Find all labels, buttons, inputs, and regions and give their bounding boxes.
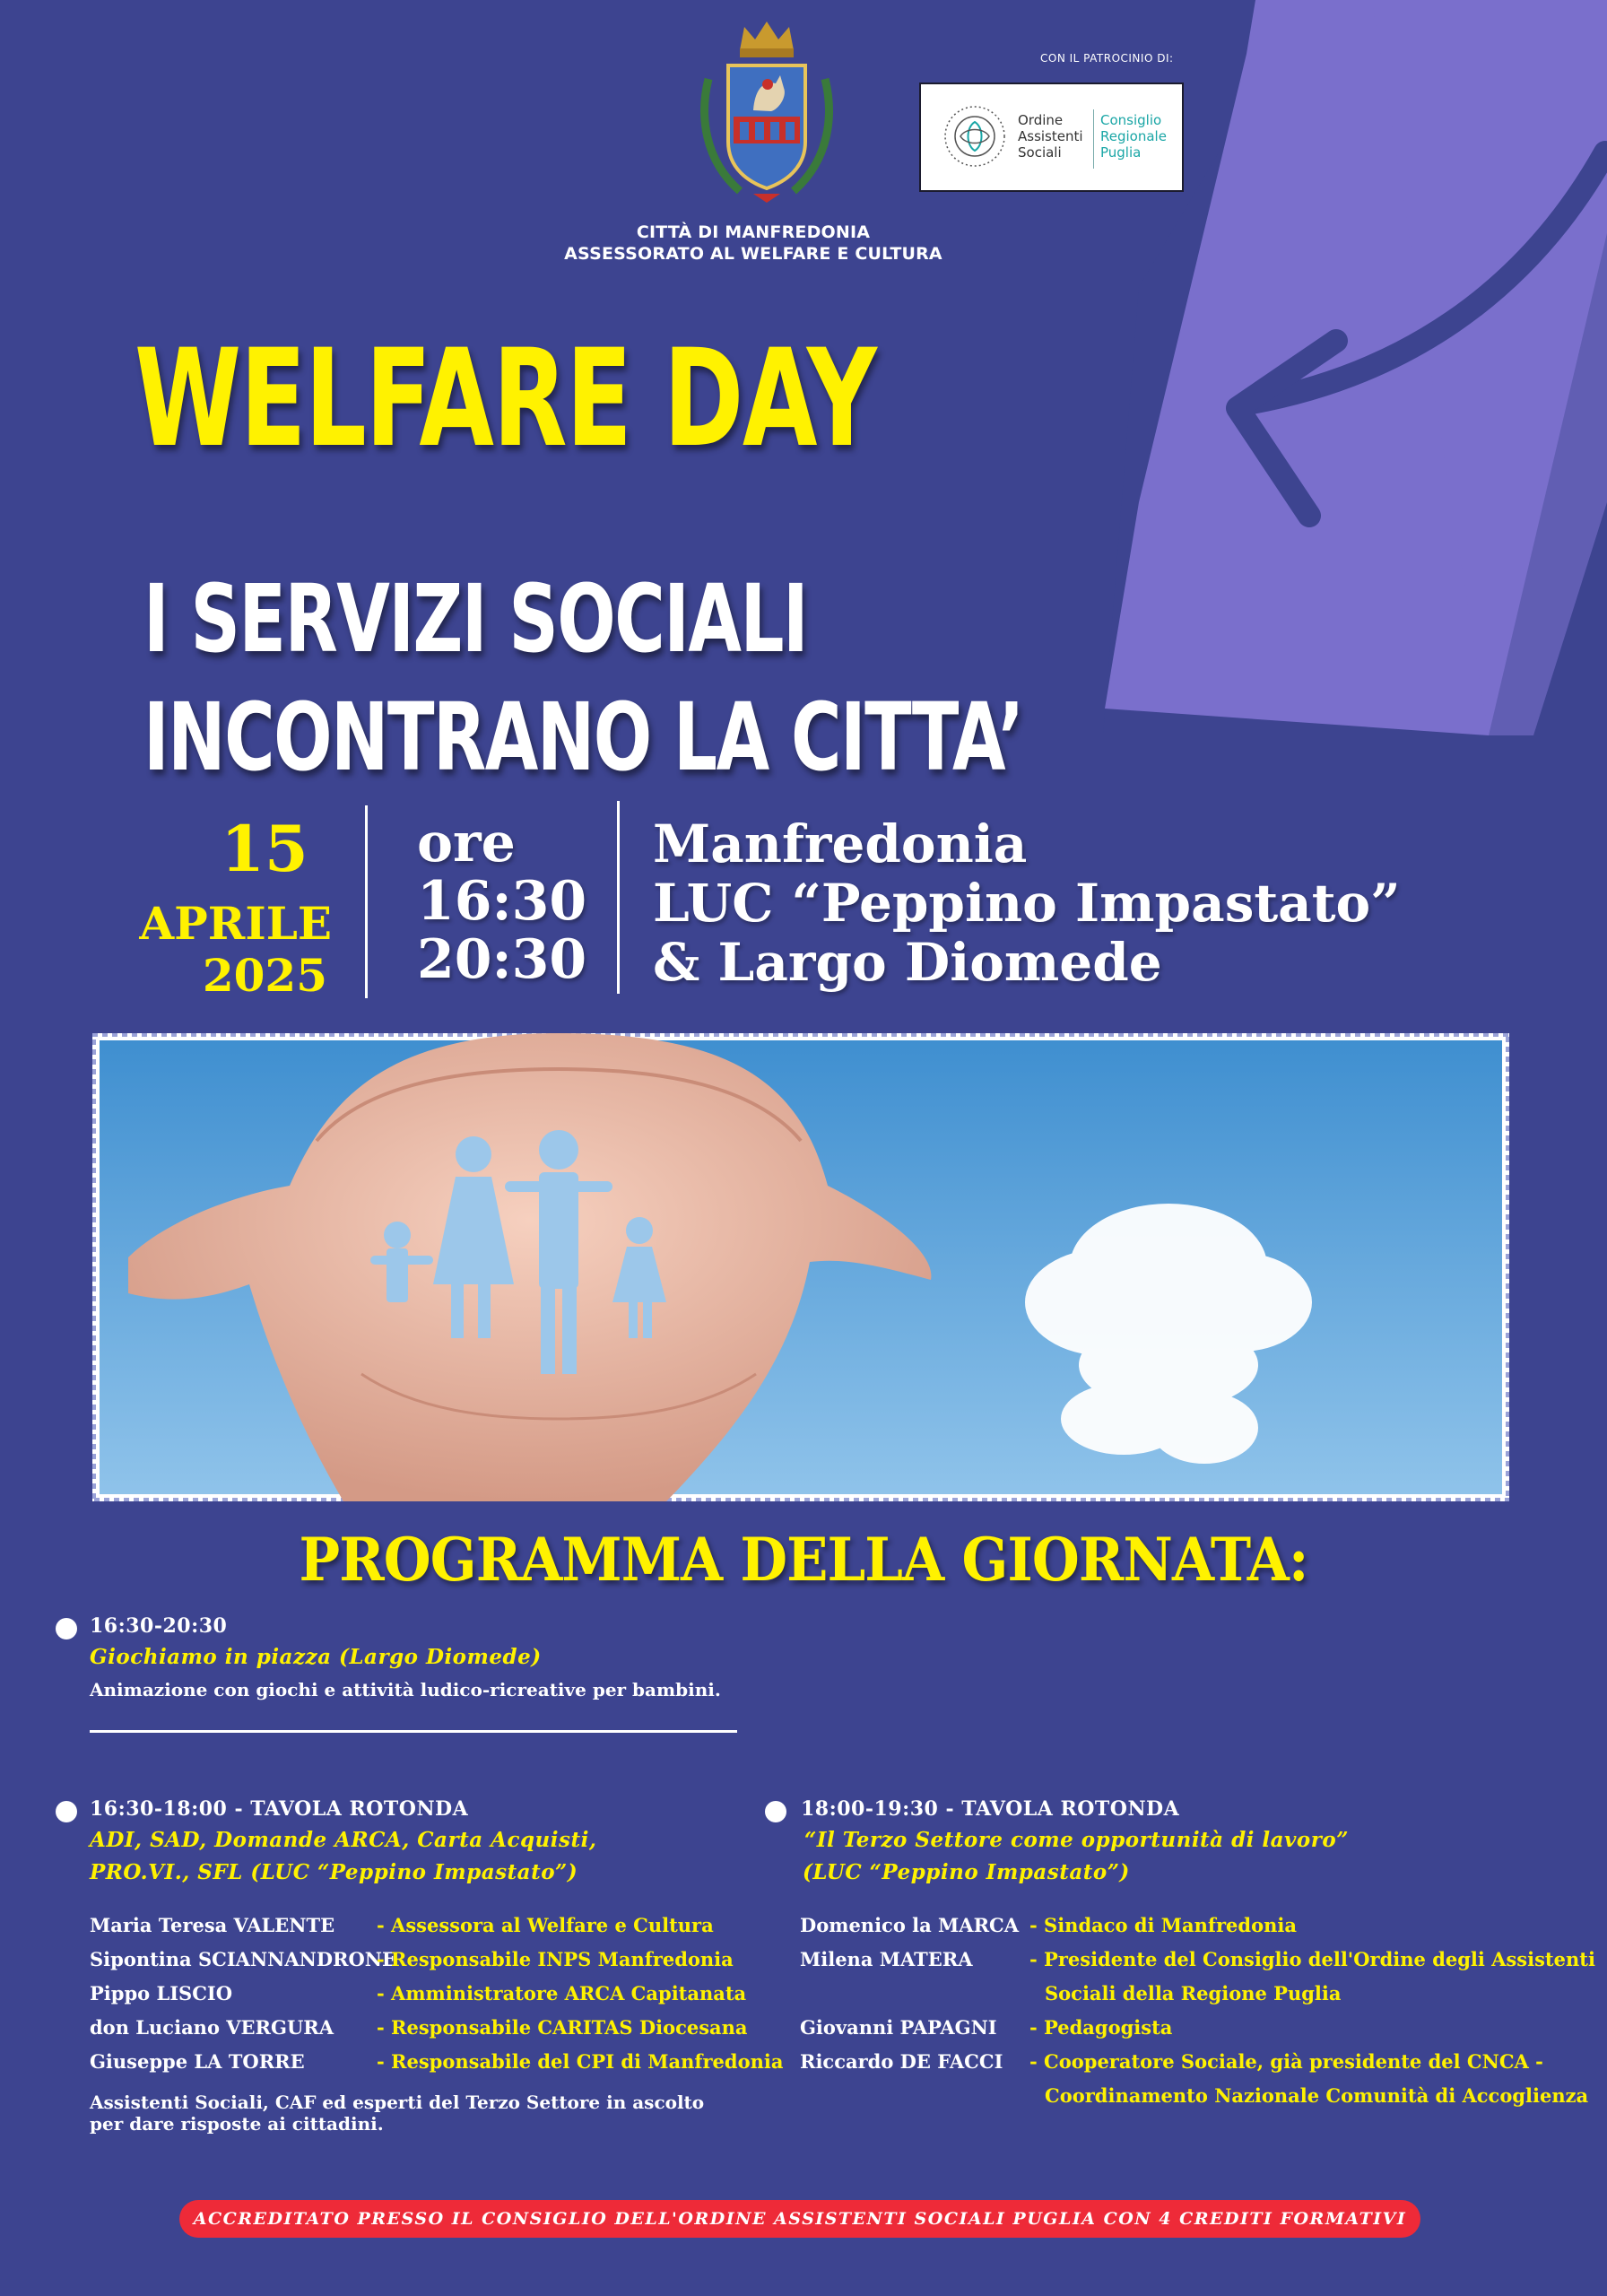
logo-divider <box>1093 109 1094 169</box>
speaker-name: Giuseppe LA TORRE <box>90 2050 305 2073</box>
event-day: 15 <box>221 812 308 886</box>
speaker-name: Giovanni PAPAGNI <box>800 2016 997 2039</box>
speaker-name: Pippo LISCIO <box>90 1982 233 2005</box>
block2-footer-1: Assistenti Sociali, CAF ed esperti del Terzo Settore in ascolto <box>90 2092 705 2113</box>
speaker-role: - Responsabile del CPI di Manfredonia <box>377 2050 784 2073</box>
speaker-name: Maria Teresa VALENTE <box>90 1914 335 1936</box>
speaker-role: - Cooperatore Sociale, già presidente del CNCA - <box>1029 2050 1543 2073</box>
venue-square: & Largo Diomede <box>653 932 1162 993</box>
block2-footer-2: per dare risposte ai cittadini. <box>90 2113 384 2135</box>
bullet <box>765 1801 786 1822</box>
speaker-role-continued: Sociali della Regione Puglia <box>1045 1982 1342 2005</box>
block1-subtitle: Giochiamo in piazza (Largo Diomede) <box>90 1645 542 1669</box>
bullet <box>56 1618 77 1639</box>
speaker-name: Milena MATERA <box>800 1948 973 1970</box>
speaker-role: - Sindaco di Manfredonia <box>1029 1914 1297 1936</box>
department-name: ASSESSORATO AL WELFARE E CULTURA <box>564 244 942 264</box>
block3-subtitle-1: “Il Terzo Settore come opportunità di lavoro” <box>804 1828 1349 1852</box>
order-name: Ordine Assistenti Sociali <box>1018 112 1083 161</box>
block2-subtitle-2: PRO.VI., SFL (LUC “Peppino Impastato”) <box>90 1860 578 1884</box>
subtitle-line-2: INCONTRANO LA CITTA’ <box>143 683 1023 792</box>
patronage-label: CON IL PATROCINIO DI: <box>1040 52 1174 65</box>
city-name: CITTÀ DI MANFREDONIA <box>636 222 871 242</box>
regional-council-name: Consiglio Regionale Puglia <box>1100 112 1167 161</box>
venue-name: LUC “Peppino Impastato” <box>653 873 1401 934</box>
block3-heading: 18:00-19:30 - TAVOLA ROTONDA <box>801 1797 1180 1821</box>
divider-line <box>617 801 620 994</box>
speaker-role: - Responsabile CARITAS Diocesana <box>377 2016 748 2039</box>
subtitle-line-1: I SERVIZI SOCIALI <box>143 564 808 674</box>
hands-family-photo <box>92 1033 1509 1501</box>
block2-subtitle-1: ADI, SAD, Domande ARCA, Carta Acquisti, <box>90 1828 597 1852</box>
event-month: APRILE <box>139 897 332 950</box>
bullet <box>56 1801 77 1822</box>
patronage-logo-box <box>919 83 1184 192</box>
block1-description: Animazione con giochi e attività ludico-ricreative per bambini. <box>90 1679 721 1700</box>
speaker-name: Domenico la MARCA <box>800 1914 1020 1936</box>
speaker-name: don Luciano VERGURA <box>90 2016 334 2039</box>
divider-line <box>365 805 368 998</box>
city-crest-icon <box>691 16 843 209</box>
event-year: 2025 <box>202 949 327 1002</box>
program-title: PROGRAMMA DELLA GIORNATA: <box>299 1525 1308 1595</box>
speaker-role: - Pedagogista <box>1029 2016 1173 2039</box>
order-social-workers-logo-icon <box>942 104 1007 169</box>
time-label: ore <box>417 812 516 874</box>
block3-subtitle-2: (LUC “Peppino Impastato”) <box>803 1860 1130 1884</box>
speaker-name: Riccardo DE FACCI <box>800 2050 1003 2073</box>
speaker-role: - Amministratore ARCA Capitanata <box>377 1982 747 2005</box>
speaker-role: - Presidente del Consiglio dell'Ordine degli Assistenti <box>1029 1948 1595 1970</box>
main-title: WELFARE DAY <box>135 321 876 477</box>
accreditation-banner: ACCREDITATO PRESSO IL CONSIGLIO DELL'ORDINE ASSISTENTI SOCIALI PUGLIA CON 4 CREDITI FORMATIVI <box>179 2200 1420 2238</box>
speaker-name: Sipontina SCIANNANDRONE <box>90 1948 396 1970</box>
speaker-role: - Assessora al Welfare e Cultura <box>377 1914 714 1936</box>
speaker-role-continued: Coordinamento Nazionale Comunità di Accoglienza <box>1045 2084 1589 2107</box>
section-divider <box>90 1730 737 1733</box>
venue-city: Manfredonia <box>653 813 1028 874</box>
block1-time: 16:30-20:30 <box>90 1614 228 1638</box>
time-start: 16:30 <box>417 870 587 933</box>
speaker-role: - Responsabile INPS Manfredonia <box>377 1948 734 1970</box>
time-end: 20:30 <box>417 928 587 991</box>
block2-heading: 16:30-18:00 - TAVOLA ROTONDA <box>90 1797 469 1821</box>
